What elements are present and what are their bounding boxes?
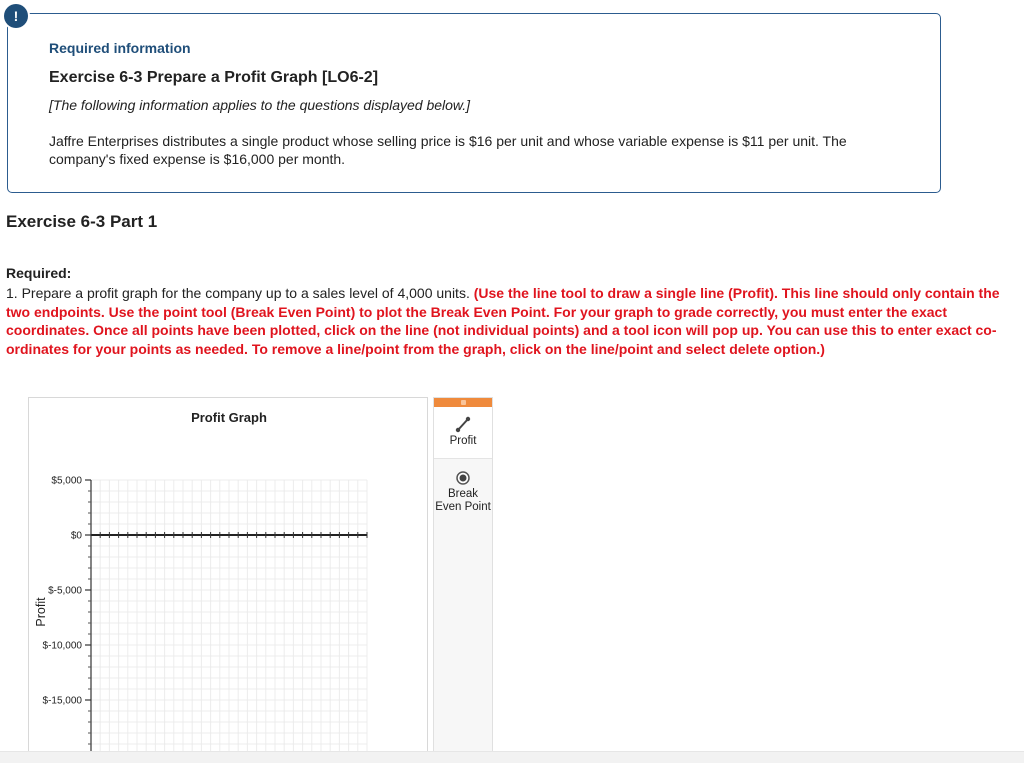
collapse-handle-icon[interactable] xyxy=(461,400,466,405)
instructions-red: (Use the line tool to draw a single line (Profit). This line should only contain the two endpoints. Use the point tool (Break Even Point) to plot the Break Even Point. For your graph to grade correctly, you must enter the exact coordinates. Once all points have been plotted, click on the line (not individual points) and a tool icon will pop up. You can use this to enter exact co-ordinates for your points as needed. To remove a line/point from the graph, click on the line/point and select delete option.) xyxy=(6,285,1000,357)
chart-title: Profit Graph xyxy=(191,410,267,425)
point-tool-label: Break Even Point xyxy=(435,488,491,513)
line-tool-button[interactable] xyxy=(434,407,492,459)
y-tick-label: $0 xyxy=(70,530,82,542)
line-tool-icon xyxy=(453,413,473,435)
problem-description: Jaffre Enterprises distributes a single product whose selling price is $16 per unit and whose variable expense is $11 per unit. The company's fixed expense is $16,000 per month. xyxy=(49,133,847,167)
required-info-badge: ! xyxy=(4,4,28,28)
y-tick-label: $-5,000 xyxy=(48,585,82,597)
y-axis-label: Profit xyxy=(34,597,48,627)
line-tool-label: Profit xyxy=(449,435,477,447)
profit-graph-svg[interactable] xyxy=(29,398,428,763)
exercise-title: Exercise 6-3 Prepare a Profit Graph [LO6-2] xyxy=(49,69,379,86)
required-label: Required: xyxy=(6,265,72,281)
y-tick-label: $-10,000 xyxy=(42,640,82,652)
instructions xyxy=(6,284,1006,358)
tool-panel-header xyxy=(434,398,492,407)
required-information-box xyxy=(7,13,941,193)
required-information-title: Required information xyxy=(49,40,191,56)
instructions-plain: 1. Prepare a profit graph for the company up to a sales level of 4,000 units. xyxy=(6,285,474,301)
point-tool-icon xyxy=(453,468,473,488)
applies-note: [The following information applies to the questions displayed below.] xyxy=(49,97,471,113)
y-tick-label: $-15,000 xyxy=(42,695,82,707)
graph-tool-panel xyxy=(433,397,493,763)
part-title: Exercise 6-3 Part 1 xyxy=(6,212,158,231)
profit-graph-canvas[interactable] xyxy=(28,397,428,763)
y-tick-label: $5,000 xyxy=(51,475,82,487)
page-bottom-edge xyxy=(0,751,1024,763)
point-tool-button[interactable] xyxy=(434,460,492,530)
